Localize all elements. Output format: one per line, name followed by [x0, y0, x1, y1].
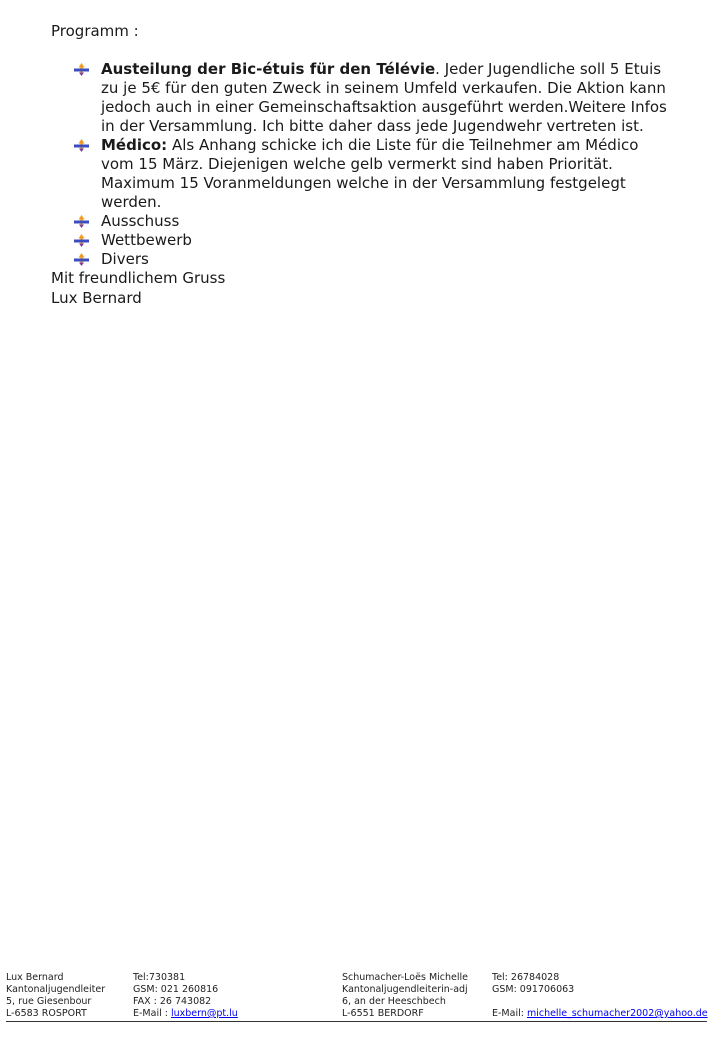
footer-line: Tel: 26784028 [492, 972, 560, 983]
email-label: E-Mail: [492, 1008, 527, 1019]
footer-sender-address [6, 972, 105, 1020]
signature-name: Lux Bernard [51, 289, 142, 307]
footer-line: L-6551 BERDORF [342, 1008, 424, 1019]
footer-line: L-6583 ROSPORT [6, 1008, 87, 1019]
programm-list [74, 60, 674, 269]
closing-block [51, 268, 225, 308]
footer-line: Kantonaljugendleiter [6, 984, 106, 995]
footer-line: Tel:730381 [133, 972, 186, 983]
item-text: Wettbewerb [101, 231, 192, 249]
arrow-bullet-icon [74, 63, 89, 76]
list-item [74, 212, 674, 231]
list-item [74, 250, 674, 269]
list-item [74, 231, 674, 250]
footer-line: FAX : 26 743082 [133, 996, 212, 1007]
item-text: . Jeder Jugendliche soll 5 Etuis zu je 5€ für den guten Zweck in seinem Umfeld verkaufen. Die Aktion kann jedoch auch in einer Gemeinschaftsaktion ausgeführt werden.Weitere Infos in der Versammlung. Ich bitte daher dass jede Jugendwehr vertreten ist. [101, 60, 667, 135]
footer-line: 6, an der Heeschbech [342, 996, 446, 1007]
arrow-bullet-icon [74, 234, 89, 247]
email-link[interactable]: michelle_schumacher2002@yahoo.de [526, 1008, 708, 1019]
arrow-bullet-icon [74, 253, 89, 266]
letter-footer [6, 972, 707, 1022]
email-label: E-Mail : [133, 1008, 171, 1019]
item-text: Als Anhang schicke ich die Liste für die Teilnehmer am Médico vom 15 März. Diejenigen welche gelb vermerkt sind haben Priorität. Maximum 15 Voranmeldungen welche in der Versammlung festgelegt werden. [101, 136, 639, 211]
item-title: Austeilung der Bic-étuis für den Télévie [101, 60, 436, 78]
list-item [74, 136, 674, 212]
footer-line [492, 996, 708, 1008]
footer-line: GSM: 091706063 [492, 984, 575, 995]
footer-email-line [133, 1008, 238, 1020]
item-title: Médico: [101, 136, 168, 154]
footer-email-line [492, 1008, 708, 1020]
footer-sender-contact [133, 972, 238, 1020]
greeting: Mit freundlichem Gruss [51, 269, 226, 287]
footer-line: Schumacher-Loës Michelle [342, 972, 468, 983]
arrow-bullet-icon [74, 139, 89, 152]
footer-adjunct-contact [492, 972, 708, 1020]
footer-line: 5, rue Giesenbour [6, 996, 92, 1007]
item-text: Divers [101, 250, 149, 268]
footer-adjunct-address [342, 972, 468, 1020]
footer-line: Lux Bernard [6, 972, 64, 983]
email-link[interactable]: luxbern@pt.lu [170, 1008, 238, 1019]
footer-line: GSM: 021 260816 [133, 984, 219, 995]
list-item [74, 60, 674, 136]
programm-heading: Programm : [51, 22, 139, 40]
arrow-bullet-icon [74, 215, 89, 228]
footer-line: Kantonaljugendleiterin-adj [342, 984, 468, 995]
item-text: Ausschuss [101, 212, 180, 230]
